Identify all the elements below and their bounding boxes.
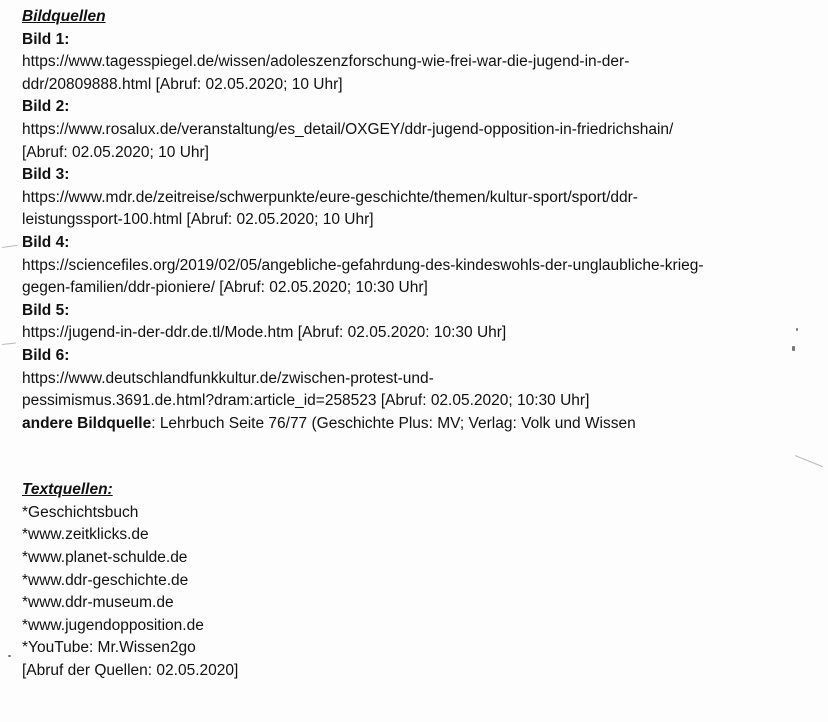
sources-document [22,6,822,683]
scan-speck [8,655,11,657]
text-source-item-5: *www.ddr-museum.de [22,594,174,612]
bild-2-url-line-1: https://www.rosalux.de/veranstaltung/es_detail/OXGEY/ddr-jugend-opposition-in-friedrichshain/ [22,120,674,138]
bild-1-url-line-2: ddr/20809888.html [Abruf: 02.05.2020; 10 Uhr] [22,75,343,93]
bild-6-url-line-1: https://www.deutschlandfunkkultur.de/zwischen-protest-und- [22,369,434,387]
bild-3-url-line-2: leistungssport-100.html [Abruf: 02.05.2020; 10 Uhr] [22,211,374,229]
textquellen-heading: Textquellen: [22,481,113,499]
other-image-source [22,413,822,436]
bild-6-url-line-2: pessimismus.3691.de.html?dram:article_id=258523 [Abruf: 02.05.2020; 10:30 Uhr] [22,392,590,410]
scan-artifact [2,343,16,345]
bild-4-url-line-2: gegen-familien/ddr-pioniere/ [Abruf: 02.05.2020; 10:30 Uhr] [22,279,428,297]
text-sources-retrieval-date: [Abruf der Quellen: 02.05.2020] [22,662,239,680]
bild-2-label: Bild 2: [22,98,70,116]
bild-4-url-line-1: https://sciencefiles.org/2019/02/05/angebliche-gefahrdung-des-kindeswohls-der-unglaubliche-krieg- [22,256,704,274]
bild-2-url-line-2: [Abruf: 02.05.2020; 10 Uhr] [22,143,209,161]
text-source-item-6: *www.jugendopposition.de [22,616,204,634]
bildquellen-heading: Bildquellen [22,8,106,25]
section-spacer [22,435,822,479]
text-source-item-1: *Geschichtsbuch [22,503,139,521]
bild-3-label: Bild 3: [22,166,70,184]
bild-5-url-line-1: https://jugend-in-der-ddr.de.tl/Mode.htm [Abruf: 02.05.2020: 10:30 Uhr] [22,324,507,342]
text-source-item-3: *www.planet-schulde.de [22,549,188,567]
bild-3-url-line-1: https://www.mdr.de/zeitreise/schwerpunkte/eure-geschichte/themen/kultur-sport/sport/ddr- [22,188,638,206]
bild-6-label: Bild 6: [22,346,70,364]
bild-1-label: Bild 1: [22,30,70,48]
other-image-source-label: andere Bildquelle [22,414,152,432]
text-source-item-7: *YouTube: Mr.Wissen2go [22,639,196,657]
other-image-source-text: : Lehrbuch Seite 76/77 (Geschichte Plus: MV; Verlag: Volk und Wissen [151,414,636,432]
bild-4-label: Bild 4: [22,233,70,251]
bild-5-label: Bild 5: [22,301,70,319]
scan-speck [796,328,798,331]
scan-speck [792,346,795,351]
bild-1-url-line-1: https://www.tagesspiegel.de/wissen/adoleszenzforschung-wie-frei-war-die-jugend-in-der- [22,53,630,71]
scan-artifact [2,245,18,248]
text-source-item-4: *www.ddr-geschichte.de [22,571,189,589]
text-source-item-2: *www.zeitklicks.de [22,526,149,544]
